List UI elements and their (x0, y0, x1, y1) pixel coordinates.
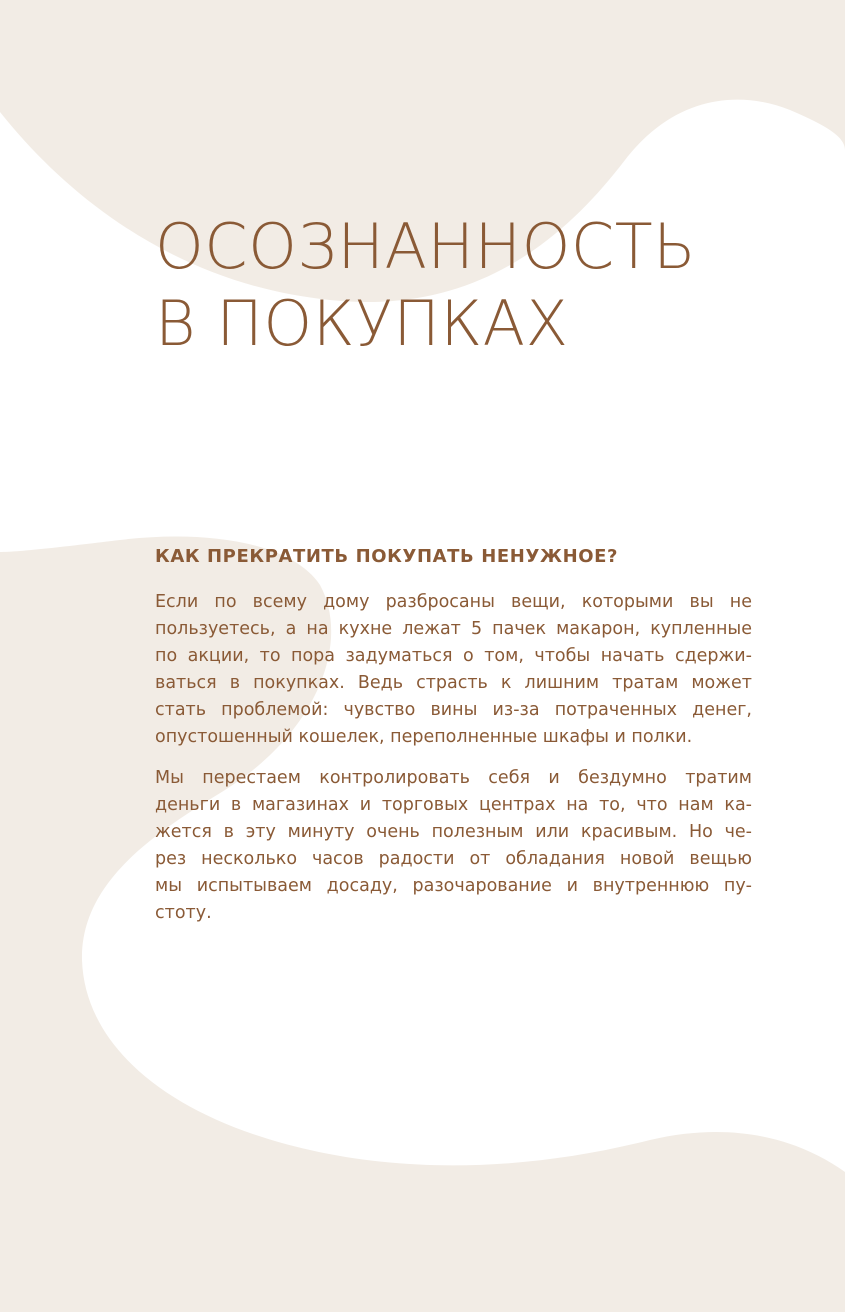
text-line: рез несколько часов радости от обладания новой вещью (155, 849, 752, 869)
text-line: мы испытываем досаду, разочарование и внутреннюю пу- (155, 876, 752, 896)
chapter-title-line-2: В ПОКУПКАХ (155, 287, 569, 360)
text-line: стать проблемой: чувство вины из-за потраченных денег, (155, 700, 752, 720)
text-line: по акции, то пора задуматься о том, чтобы начать сдержи- (155, 646, 752, 666)
chapter-title (155, 208, 696, 362)
text-line: Если по всему дому разбросаны вещи, которыми вы не (155, 592, 752, 612)
text-line: ваться в покупках. Ведь страсть к лишним тратам может (155, 673, 752, 693)
paragraph-1 (155, 589, 752, 751)
text-line: опустошенный кошелек, переполненные шкафы и полки. (155, 727, 693, 747)
paragraph-2 (155, 765, 752, 927)
text-line: пользуетесь, а на кухне лежат 5 пачек макарон, купленные (155, 619, 752, 639)
section-heading: КАК ПРЕКРАТИТЬ ПОКУПАТЬ НЕНУЖНОЕ? (155, 546, 619, 567)
text-line: деньги в магазинах и торговых центрах на то, что нам ка- (155, 795, 752, 815)
chapter-title-line-1: ОСОЗНАННОСТЬ (155, 210, 697, 283)
text-line: стоту. (155, 903, 212, 923)
text-line: жется в эту минуту очень полезным или красивым. Но че- (155, 822, 752, 842)
text-line: Мы перестаем контролировать себя и бездумно тратим (155, 768, 752, 788)
body-text (155, 589, 752, 941)
